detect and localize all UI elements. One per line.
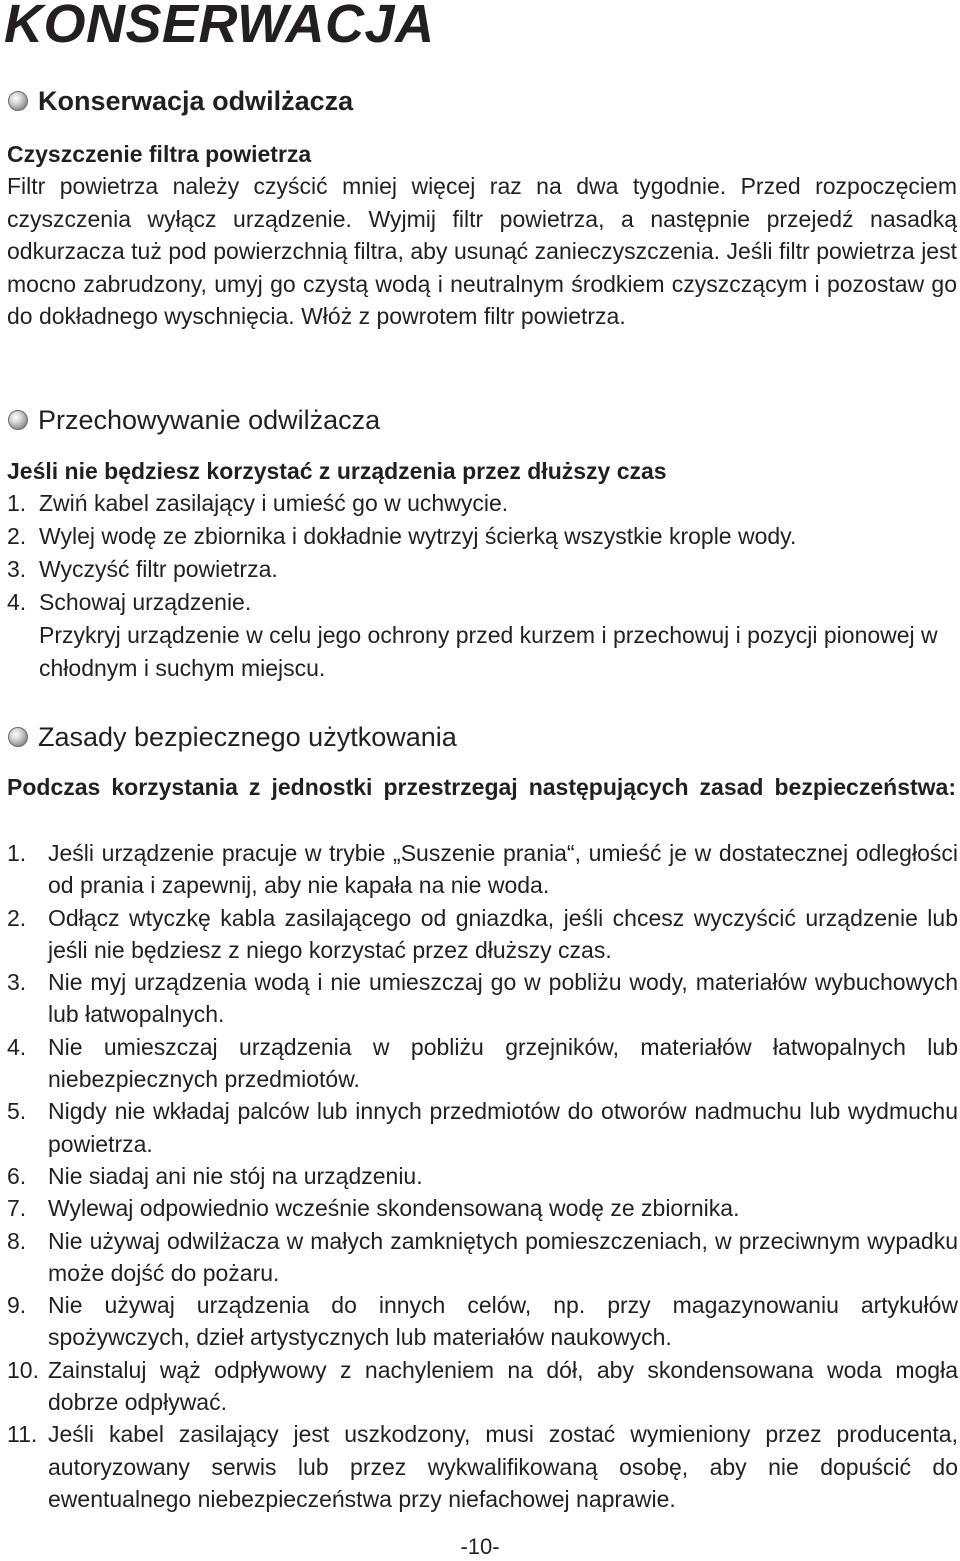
safety-rule (7, 966, 958, 1031)
safety-rule-number: 8. (7, 1227, 27, 1254)
safety-rules-list (7, 837, 958, 1515)
safety-rule (7, 1354, 958, 1419)
page-title: KONSERWACJA (4, 0, 435, 54)
storage-step-text: Zwiń kabel zasilający i umieść go w uchwycie. (39, 490, 509, 516)
storage-step (7, 619, 957, 685)
storage-step-text: Wylej wodę ze zbiornika i dokładnie wytrzyj ścierką wszystkie krople wody. (39, 523, 797, 549)
storage-step (7, 586, 957, 619)
safety-rule-number: 6. (7, 1162, 27, 1189)
storage-step-text: Przykryj urządzenie w celu jego ochrony przed kurzem i przechowuj i pozycji pionowej w chłodnym i suchym miejscu. (39, 622, 938, 681)
storage-step-number: 3. (7, 556, 27, 582)
safety-rule (7, 1225, 958, 1290)
safety-rule-text: Nie siadaj ani nie stój na urządzeniu. (48, 1162, 423, 1189)
safety-rule-number: 7. (7, 1195, 27, 1222)
safety-rule-text: Jeśli kabel zasilający jest uszkodzony, musi zostać wymieniony przez producenta, autoryzowany serwis lub przez wykwalifikowaną osobę, aby nie dopuścić do ewentualnego niebezpieczeństwa przy niefachowej naprawie. (48, 1421, 958, 1512)
safety-rule (7, 1095, 958, 1160)
storage-step-number (7, 619, 39, 685)
safety-rule-number: 1. (7, 840, 27, 866)
storage-step-number: 1. (7, 490, 27, 516)
safety-rule-text: Nigdy nie wkładaj palców lub innych przedmiotów do otworów nadmuchu lub wydmuchu powietrza. (48, 1098, 958, 1157)
safety-rule-number: 3. (7, 969, 27, 996)
safety-rule-number: 5. (7, 1098, 27, 1125)
bullet-icon (8, 727, 28, 747)
storage-step-number: 4. (7, 589, 27, 615)
safety-rule-text: Nie używaj odwilżacza w małych zamkniętych pomieszczeniach, w przeciwnym wypadku może dojść do pożaru. (48, 1227, 958, 1286)
safety-rule-number: 4. (7, 1033, 27, 1060)
safety-rule (7, 1289, 958, 1354)
safety-rule-text: Zainstaluj wąż odpływowy z nachyleniem na dół, aby skondensowana woda mogła dobrze odpływać. (48, 1356, 958, 1416)
safety-rule-number: 10. (7, 1356, 39, 1383)
safety-rule-number: 11. (7, 1421, 38, 1448)
bullet-icon (8, 410, 28, 430)
storage-heading: Przechowywanie odwilżacza (38, 405, 381, 435)
safety-rule (7, 837, 958, 902)
safety-section-header (8, 720, 457, 754)
storage-section-header (8, 403, 380, 437)
safety-rule-text: Odłącz wtyczkę kabla zasilającego od gniazdka, jeśli chcesz wyczyścić urządzenie lub jeśli nie będziesz z niego korzystać przez dłuższy czas. (48, 904, 958, 963)
safety-rule (7, 1031, 958, 1096)
safety-rule-number: 9. (7, 1292, 27, 1319)
storage-step-text: Wyczyść filtr powietrza. (39, 556, 278, 582)
safety-rule (7, 1418, 958, 1515)
storage-step-number: 2. (7, 523, 27, 549)
filter-cleaning-paragraph: Filtr powietrza należy czyścić mniej więcej raz na dwa tygodnie. Przed rozpoczęciem czyszczenia wyłącz urządzenie. Wyjmij filtr powietrza, a następnie przejedź nasadką odkurzacza tuż pod powierzchnią filtra, aby usunąć zanieczyszczenia. Jeśli filtr powietrza jest mocno zabrudzony, umyj go czystą wodą i neutralnym środkiem czyszczącym i pozostaw go do dokładnego wyschnięcia. Włóż z powrotem filtr powietrza. (7, 173, 957, 329)
page-number: -10- (460, 1534, 500, 1559)
safety-rule-text: Nie myj urządzenia wodą i nie umieszczaj go w pobliżu wody, materiałów wybuchowych lub łatwopalnych. (48, 969, 958, 1028)
safety-rule-text: Wylewaj odpowiednio wcześnie skondensowaną wodę ze zbiornika. (48, 1195, 740, 1222)
filter-cleaning-subheading: Czyszczenie filtra powietrza (7, 141, 312, 167)
safety-rule-text: Nie używaj urządzenia do innych celów, np. przy magazynowaniu artykułów spożywczych, dzieł artystycznych lub materiałów naukowych. (48, 1292, 958, 1351)
safety-rule (7, 1192, 958, 1224)
safety-subheading: Podczas korzystania z jednostki przestrzegaj następujących zasad bezpieczeństwa: (7, 774, 956, 800)
maintenance-heading: Konserwacja odwilżacza (38, 86, 354, 116)
safety-rule-number: 2. (7, 904, 27, 931)
safety-heading: Zasady bezpiecznego użytkowania (38, 722, 457, 752)
bullet-icon (8, 91, 28, 111)
safety-rule-text: Nie umieszczaj urządzenia w pobliżu grzejników, materiałów łatwopalnych lub niebezpiecznych przedmiotów. (48, 1033, 958, 1093)
maintenance-section-header (8, 84, 353, 118)
storage-step (7, 487, 957, 520)
storage-step-text: Schowaj urządzenie. (39, 589, 252, 615)
storage-step (7, 520, 957, 553)
storage-subheading: Jeśli nie będziesz korzystać z urządzenia przez dłuższy czas (7, 458, 667, 484)
safety-rule (7, 1160, 958, 1192)
storage-steps-list (7, 487, 957, 685)
storage-step (7, 553, 957, 586)
safety-rule (7, 902, 958, 967)
safety-rule-text: Jeśli urządzenie pracuje w trybie „Suszenie prania“, umieść je w dostatecznej odległości od prania i zapewnij, aby nie kapała na nie woda. (48, 840, 958, 899)
